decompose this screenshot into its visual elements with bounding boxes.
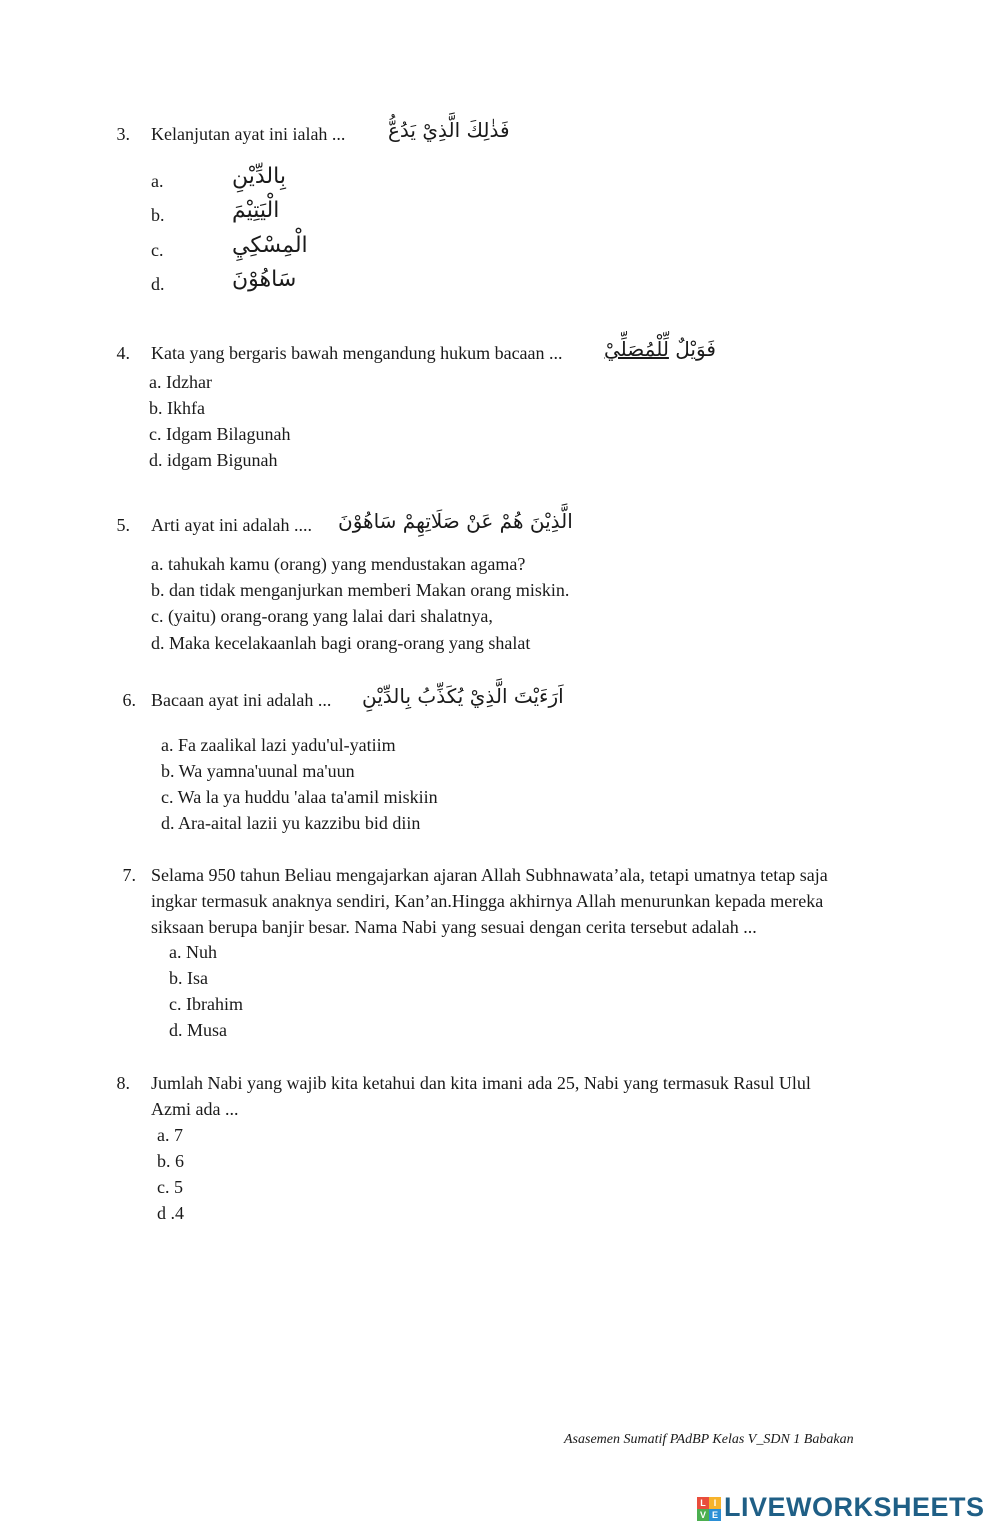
q6-option-d: d. Ara-aital lazii yu kazzibu bid diin bbox=[161, 813, 421, 833]
question-4-arabic-plain: فَوَيْلٌ bbox=[675, 337, 716, 361]
question-6-number: 6. bbox=[122, 690, 136, 710]
question-6-text: Bacaan ayat ini adalah ... bbox=[151, 690, 332, 710]
q8-option-b: b. 6 bbox=[157, 1151, 184, 1171]
question-3-arabic: فَذٰلِكَ الَّذِيْ يَدُعُّ bbox=[388, 118, 510, 142]
q7-option-d: d. Musa bbox=[169, 1020, 227, 1040]
question-4-arabic-underlined: لِّلْمُصَلِّيْ bbox=[604, 337, 669, 361]
question-5-arabic: الَّذِيْنَ هُمْ عَنْ صَلَاتِهِمْ سَاهُوْنَ bbox=[338, 509, 573, 533]
liveworksheets-brand[interactable]: LIVEWORKSHEETS bbox=[724, 1492, 985, 1522]
question-7-number: 7. bbox=[122, 865, 136, 885]
question-8-line-1: Jumlah Nabi yang wajib kita ketahui dan kita imani ada 25, Nabi yang termasuk Rasul Ulul bbox=[151, 1073, 811, 1093]
q4-option-b: b. Ikhfa bbox=[149, 398, 205, 418]
question-3-number: 3. bbox=[116, 124, 130, 144]
question-7-line-3: siksaan berupa banjir besar. Nama Nabi yang sesuai dengan cerita tersebut adalah ... bbox=[151, 917, 757, 937]
question-8-number: 8. bbox=[116, 1073, 130, 1093]
q3-option-c-letter: c. bbox=[151, 240, 164, 260]
question-4-number: 4. bbox=[116, 343, 130, 363]
q3-option-b-text: الْيَتِيْمَ bbox=[232, 198, 280, 223]
question-7-line-2: ingkar termasuk anaknya sendiri, Kan’an.Hingga akhirnya Allah menurunkan kepada mereka bbox=[151, 891, 824, 911]
question-6-arabic: اَرَءَيْتَ الَّذِيْ يُكَذِّبُ بِالدِّيْنِ bbox=[362, 684, 564, 708]
footer-note: Asasemen Sumatif PAdBP Kelas V_SDN 1 Babakan bbox=[564, 1432, 854, 1447]
q3-option-d-text: سَاهُوْنَ bbox=[232, 267, 297, 292]
q5-option-c: c. (yaitu) orang-orang yang lalai dari shalatnya, bbox=[151, 606, 493, 626]
q7-option-c: c. Ibrahim bbox=[169, 994, 243, 1014]
q6-option-a: a. Fa zaalikal lazi yadu'ul-yatiim bbox=[161, 735, 396, 755]
q3-option-c-text: الْمِسْكِيِ bbox=[232, 233, 308, 258]
q8-option-a: a. 7 bbox=[157, 1125, 183, 1145]
question-4-arabic bbox=[604, 337, 716, 361]
q4-option-c: c. Idgam Bilagunah bbox=[149, 424, 291, 444]
q7-option-b: b. Isa bbox=[169, 968, 208, 988]
q6-option-c: c. Wa la ya huddu 'alaa ta'amil miskiin bbox=[161, 787, 438, 807]
q8-option-c: c. 5 bbox=[157, 1177, 183, 1197]
logo-tile-1: L bbox=[697, 1497, 709, 1509]
q4-option-a: a. Idzhar bbox=[149, 372, 212, 392]
q8-option-d: d .4 bbox=[157, 1203, 184, 1223]
liveworksheets-logo-icon bbox=[697, 1497, 721, 1521]
question-4-text: Kata yang bergaris bawah mengandung hukum bacaan ... bbox=[151, 343, 563, 363]
q3-option-a-letter: a. bbox=[151, 171, 164, 191]
q4-option-d: d. idgam Bigunah bbox=[149, 450, 278, 470]
q3-option-d-letter: d. bbox=[151, 274, 165, 294]
q6-option-b: b. Wa yamna'uunal ma'uun bbox=[161, 761, 355, 781]
logo-tile-4: E bbox=[709, 1509, 721, 1521]
logo-tile-3: V bbox=[697, 1509, 709, 1521]
q3-option-b-letter: b. bbox=[151, 205, 165, 225]
q5-option-d: d. Maka kecelakaanlah bagi orang-orang yang shalat bbox=[151, 633, 531, 653]
q5-option-a: a. tahukah kamu (orang) yang mendustakan agama? bbox=[151, 554, 526, 574]
logo-tile-2: I bbox=[709, 1497, 721, 1509]
question-5-text: Arti ayat ini adalah .... bbox=[151, 515, 312, 535]
question-8-line-2: Azmi ada ... bbox=[151, 1099, 239, 1119]
question-5-number: 5. bbox=[116, 515, 130, 535]
question-7-line-1: Selama 950 tahun Beliau mengajarkan ajaran Allah Subhnawata’ala, tetapi umatnya tetap saja bbox=[151, 865, 828, 885]
q5-option-b: b. dan tidak menganjurkan memberi Makan orang miskin. bbox=[151, 580, 570, 600]
q3-option-a-text: بِالدِّيْنِ bbox=[232, 164, 286, 189]
question-3-text: Kelanjutan ayat ini ialah ... bbox=[151, 124, 346, 144]
q7-option-a: a. Nuh bbox=[169, 942, 217, 962]
